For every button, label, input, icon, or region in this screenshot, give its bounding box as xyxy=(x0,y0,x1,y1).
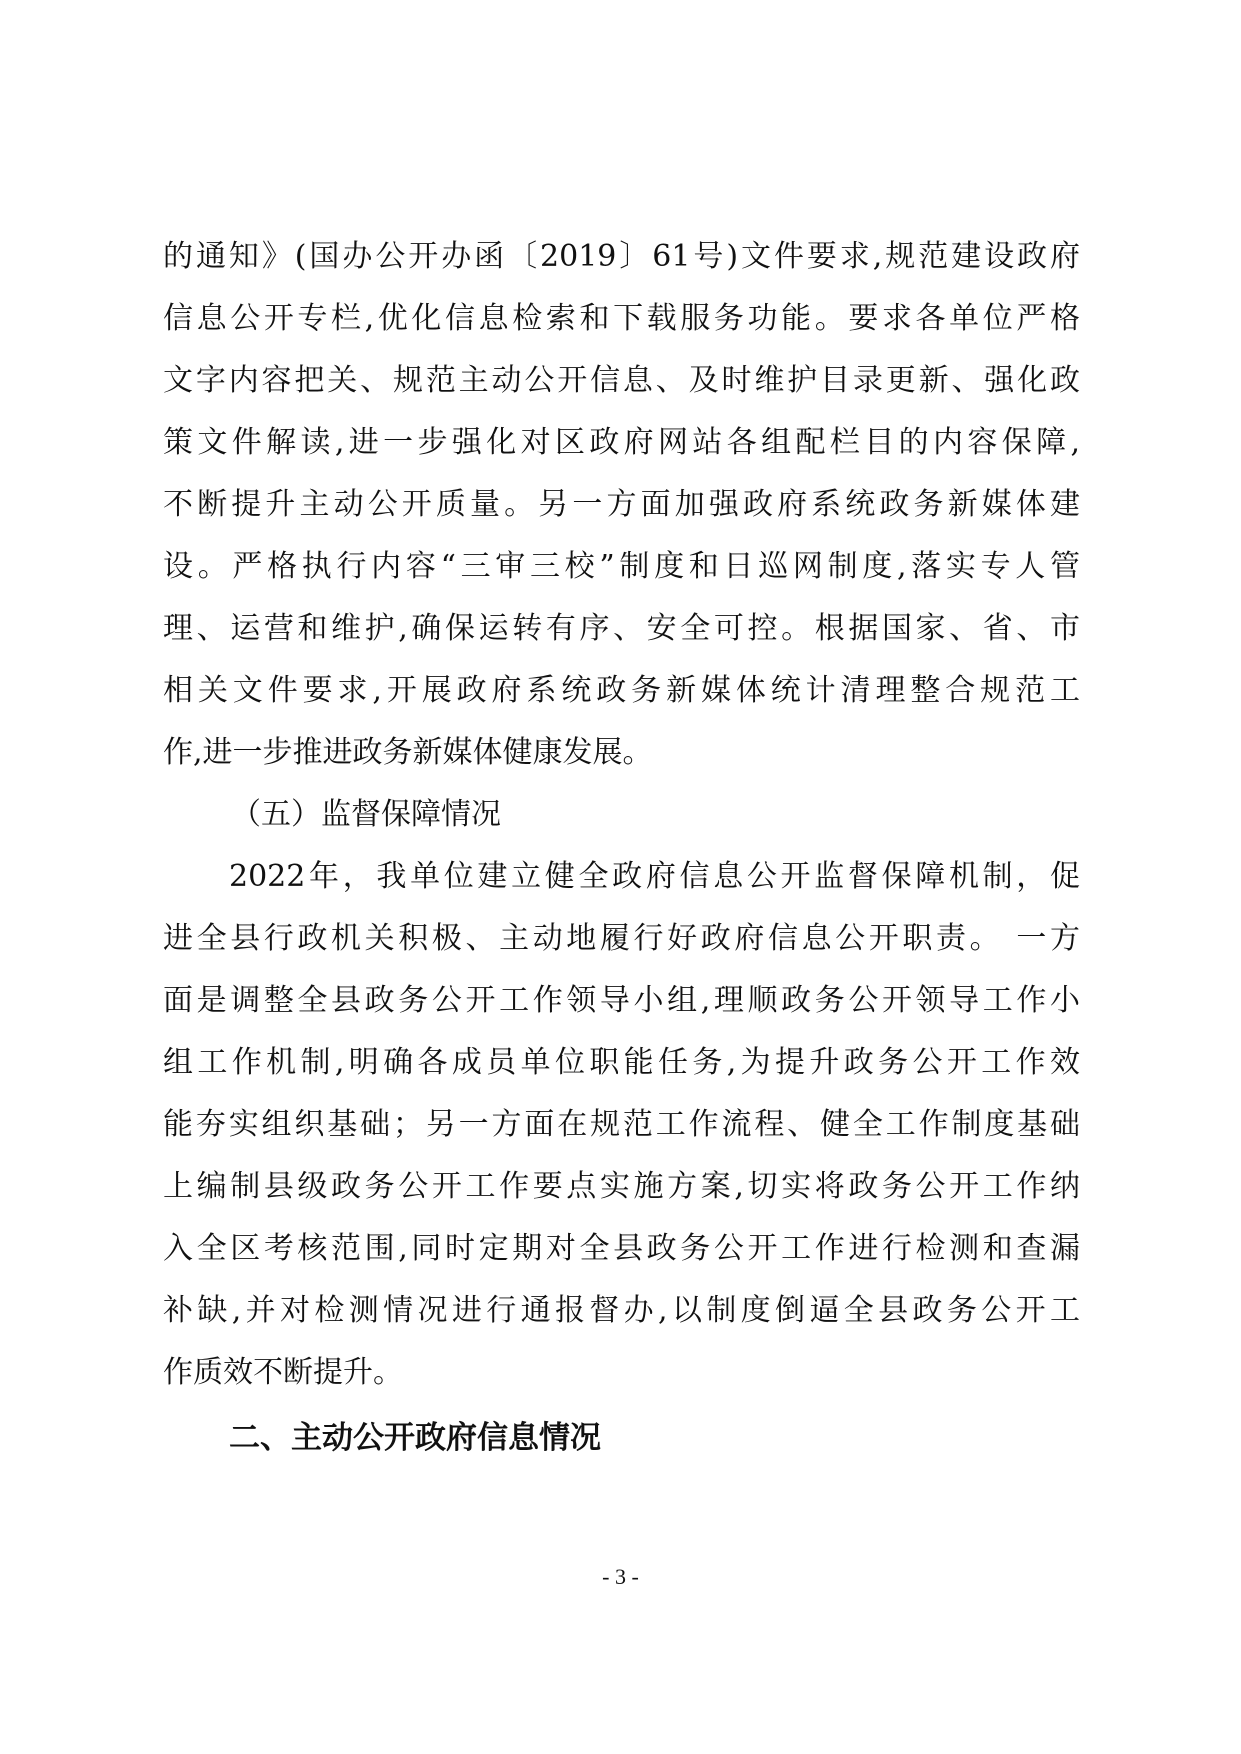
section-heading: 二、主动公开政府信息情况 xyxy=(229,1420,601,1456)
text-line: 相关文件要求,开展政府系统政务新媒体统计清理整合规范工 xyxy=(163,673,1080,708)
page-number: - 3 - xyxy=(602,1564,639,1589)
text-line: 文字内容把关、规范主动公开信息、及时维护目录更新、强化政 xyxy=(163,363,1080,398)
text-line: 进全县行政机关积极、主动地履行好政府信息公开职责。 一方 xyxy=(163,921,1080,956)
text-line: 信息公开专栏,优化信息检索和下载服务功能。要求各单位严格 xyxy=(163,301,1080,336)
text-line: 不断提升主动公开质量。另一方面加强政府系统政务新媒体建 xyxy=(163,487,1080,522)
text-line: 能夯实组织基础；另一方面在规范工作流程、健全工作制度基础 xyxy=(163,1107,1080,1142)
subheading-supervision: （五）监督保障情况 xyxy=(231,797,501,832)
text-line: 理、运营和维护,确保运转有序、安全可控。根据国家、省、市 xyxy=(163,611,1080,646)
body-text xyxy=(163,226,1080,1404)
text-line: 组工作机制,明确各成员单位职能任务,为提升政务公开工作效 xyxy=(163,1045,1080,1080)
text-line: 作,进一步推进政务新媒体健康发展。 xyxy=(163,735,653,770)
text-line: 设。严格执行内容“三审三校”制度和日巡网制度,落实专人管 xyxy=(163,549,1080,584)
text-line: 面是调整全县政务公开工作领导小组,理顺政务公开领导工作小 xyxy=(163,983,1080,1018)
text-line: 入全区考核范围,同时定期对全县政务公开工作进行检测和查漏 xyxy=(163,1231,1080,1266)
text-line: 策文件解读,进一步强化对区政府网站各组配栏目的内容保障, xyxy=(163,425,1080,460)
text-line: 补缺,并对检测情况进行通报督办,以制度倒逼全县政务公开工 xyxy=(163,1293,1080,1328)
text-line: 作质效不断提升。 xyxy=(163,1355,403,1390)
text-line: 的通知》(国办公开办函〔2019〕61号)文件要求,规范建设政府 xyxy=(163,239,1080,274)
text-line: 2022年，我单位建立健全政府信息公开监督保障机制，促 xyxy=(229,859,1080,894)
text-line: 上编制县级政务公开工作要点实施方案,切实将政务公开工作纳 xyxy=(163,1169,1080,1204)
